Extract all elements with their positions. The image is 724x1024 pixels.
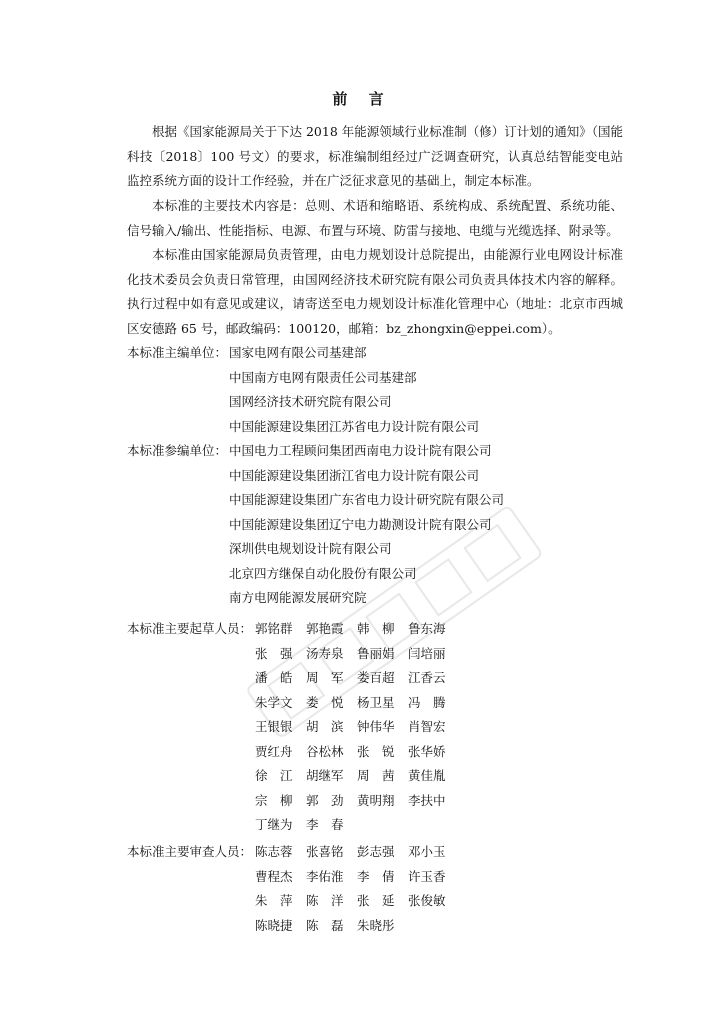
person-name: 王银银	[255, 719, 293, 734]
org-name: 国网经济技术研究院有限公司	[229, 394, 392, 409]
person-name: 鲁东海	[408, 621, 446, 636]
person-name: 黄佳胤	[408, 768, 446, 783]
person-name: 胡继军	[306, 768, 344, 783]
person-name: 周 军	[306, 670, 344, 685]
drafters-list	[127, 617, 459, 838]
person-name: 杨卫星	[357, 694, 395, 710]
person-name: 宗 柳	[255, 792, 293, 808]
person-name: 曹程杰	[255, 868, 293, 884]
person-name: 邓小玉	[408, 844, 446, 859]
person-name: 许玉香	[408, 868, 446, 884]
person-name: 丁继为	[255, 817, 293, 832]
person-name: 肖智宏	[408, 719, 446, 734]
person-name: 朱 萍	[255, 893, 293, 908]
person-name: 郭 劲	[306, 792, 344, 808]
person-name: 郭铭群	[255, 621, 293, 636]
person-name: 徐 江	[255, 768, 293, 783]
person-name: 李 倩	[357, 868, 395, 884]
person-name: 汤寿泉	[306, 645, 344, 661]
person-name: 张 锐	[357, 743, 395, 759]
person-name: 贾红舟	[255, 743, 293, 759]
drafters-label: 本标准主要起草人员：	[127, 621, 253, 636]
org-name: 深圳供电规划设计院有限公司	[229, 541, 392, 556]
org-name: 北京四方继保自动化股份有限公司	[229, 565, 417, 581]
person-name: 陈志蓉	[255, 844, 293, 859]
person-name: 陈 洋	[306, 893, 344, 908]
person-name: 张喜铭	[306, 844, 344, 859]
person-name: 胡 滨	[306, 719, 344, 734]
person-name: 谷松林	[306, 743, 344, 759]
person-name: 朱晓彤	[357, 917, 395, 933]
person-name: 李佑淮	[306, 868, 344, 884]
reviewers-list	[127, 840, 459, 938]
paragraph-management: 本标准由国家能源局负责管理，由电力规划设计总院提出，由能源行业电网设计标准化技术委员会负责日常管理，由国网经济技术研究院有限公司负责具体技术内容的解释。执行过程中如有意见或建议，请寄送至电力规划设计标准化管理中心（地址：北京市西城区安德路 65 号，邮政编码：100120，邮箱：bz_zhongxin@eppei.com）。	[127, 247, 623, 336]
person-name: 潘 皓	[255, 670, 293, 685]
org-name: 中国能源建设集团江苏省电力设计院有限公司	[229, 418, 480, 434]
person-name: 朱学文	[255, 694, 293, 710]
org-name: 中国南方电网有限责任公司基建部	[229, 369, 417, 385]
person-name: 张华娇	[408, 743, 446, 759]
person-name: 鲁丽娟	[357, 645, 395, 661]
person-name: 张 延	[357, 893, 395, 908]
person-name: 娄 悦	[306, 694, 344, 710]
person-name: 郭艳霞	[306, 621, 344, 636]
person-name: 陈晓捷	[255, 917, 293, 933]
org-name: 中国能源建设集团浙江省电力设计院有限公司	[229, 467, 480, 483]
reviewers-label: 本标准主要审查人员：	[127, 844, 253, 859]
person-name: 黄明翔	[357, 792, 395, 808]
person-name: 钟伟华	[357, 719, 395, 734]
org-name: 中国电力工程顾问集团西南电力设计院有限公司	[229, 443, 492, 458]
org-name: 中国能源建设集团广东省电力设计研究院有限公司	[229, 492, 505, 507]
chief-editor-units	[127, 341, 479, 439]
person-name: 冯 腾	[408, 694, 446, 710]
person-name: 陈 磊	[306, 917, 344, 933]
person-name: 周 茜	[357, 768, 395, 783]
person-name: 闫培丽	[408, 645, 446, 661]
person-name: 张俊敏	[408, 893, 446, 908]
paragraph-content: 本标准的主要技术内容是：总则、术语和缩略语、系统构成、系统配置、系统功能、信号输入/输出、性能指标、电源、布置与环境、防雷与接地、电缆与光缆选择、附录等。	[127, 198, 623, 238]
person-name: 韩 柳	[357, 621, 395, 636]
org-name: 南方电网能源发展研究院	[229, 590, 367, 605]
person-name: 江香云	[408, 670, 446, 685]
page-title: 前 言	[332, 90, 392, 108]
paragraph-basis: 根据《国家能源局关于下达 2018 年能源领域行业标准制（修）订计划的通知》（国能科技〔2018〕100 号文）的要求，标准编制组经过广泛调查研究，认真总结智能变电站监控系统方面的设计工作经验，并在广泛征求意见的基础上，制定本标准。	[127, 124, 624, 188]
person-name: 娄百超	[357, 670, 395, 685]
person-name: 李 春	[306, 817, 344, 832]
person-name: 李扶中	[408, 792, 446, 808]
co-editor-units	[127, 439, 504, 611]
chief-editors-label: 本标准主编单位：	[127, 345, 228, 360]
person-name: 彭志强	[357, 844, 395, 859]
co-editors-label: 本标准参编单位：	[127, 443, 228, 458]
org-name: 国家电网有限公司基建部	[229, 345, 367, 360]
org-name: 中国能源建设集团辽宁电力勘测设计院有限公司	[229, 516, 492, 532]
person-name: 张 强	[255, 645, 293, 661]
